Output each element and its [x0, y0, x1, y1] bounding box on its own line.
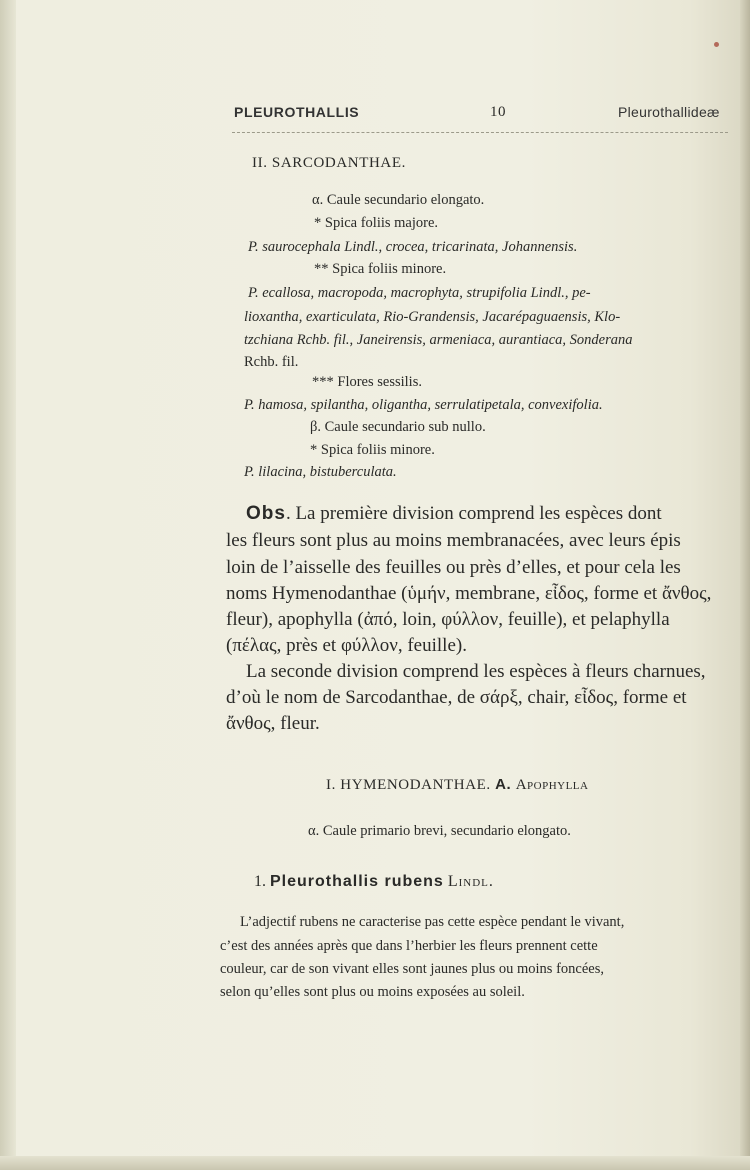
obs-line: noms Hymenodanthae (ὑμήν, membrane, εἶδος, forme et ἄνθος,	[226, 583, 712, 604]
species-author: Lindl.	[447, 873, 494, 890]
key-line: *** Flores sessilis.	[312, 374, 422, 390]
header-genus: PLEUROTHALLIS	[234, 104, 360, 120]
species-list-line: Rchb. fil.	[244, 354, 299, 370]
right-page-edge	[740, 0, 750, 1170]
species-list-line: tzchiana Rchb. fil., Janeirensis, armeniaca, aurantiaca, Sonderana	[244, 332, 633, 348]
description-line: c’est des années après que dans l’herbier les fleurs prennent cette	[220, 938, 598, 954]
section-i-name: I. HYMENODANTHAE.	[326, 777, 491, 793]
description-line: L’adjectif rubens ne caracterise pas cette espèce pendant le vivant,	[240, 914, 625, 930]
key-line: α. Caule primario brevi, secundario elongato.	[308, 823, 571, 839]
bottom-page-edge	[0, 1156, 750, 1170]
section-i-letter: A.	[495, 776, 512, 793]
species-list-line: P. lilacina, bistuberculata.	[244, 464, 397, 480]
obs-line: ἄνθος, fleur.	[226, 713, 320, 734]
page-number: 10	[490, 104, 506, 120]
obs-label: Obs	[246, 503, 286, 524]
obs-line: (πέλας, près et φύλλον, feuille).	[226, 635, 467, 656]
obs-line: La seconde division comprend les espèces à fleurs charnues,	[246, 661, 706, 682]
key-line: α. Caule secundario elongato.	[312, 192, 485, 208]
header-tribe: Pleurothallideæ	[618, 104, 720, 120]
key-line: * Spica foliis minore.	[310, 442, 435, 458]
description-line: selon qu’elles sont plus ou moins exposées au soleil.	[220, 984, 525, 1000]
key-line: β. Caule secundario sub nullo.	[310, 419, 486, 435]
species-list-line: P. saurocephala Lindl., crocea, tricarinata, Johannensis.	[248, 239, 578, 255]
species-name: Pleurothallis rubens	[270, 873, 444, 890]
species-list-line: lioxantha, exarticulata, Rio-Grandensis, Jacarépaguaensis, Klo-	[244, 309, 621, 325]
obs-line: d’où le nom de Sarcodanthae, de σάρξ, chair, εἶδος, forme et	[226, 687, 687, 708]
description-line: couleur, car de son vivant elles sont jaunes plus ou moins foncées,	[220, 961, 604, 977]
key-line: ** Spica foliis minore.	[314, 261, 447, 277]
obs-line: loin de l’aisselle des feuilles ou près d’elles, et pour cela les	[226, 557, 681, 578]
species-number: 1.	[254, 873, 266, 890]
species-list-line: P. hamosa, spilantha, oligantha, serrulatipetala, convexifolia.	[244, 397, 603, 413]
species-list-line: P. ecallosa, macropoda, macrophyta, strupifolia Lindl., pe-	[248, 285, 591, 301]
species-heading	[254, 873, 494, 891]
obs-line	[246, 503, 662, 525]
left-gutter	[0, 0, 16, 1170]
obs-line: les fleurs sont plus au moins membranacées, avec leurs épis	[226, 530, 681, 551]
running-header	[234, 104, 734, 126]
ink-spot	[714, 42, 719, 47]
key-line: * Spica foliis majore.	[314, 215, 439, 231]
obs-line: fleur), apophylla (ἀπό, loin, φύλλον, feuille), et pelaphylla	[226, 609, 670, 630]
section-i-title	[326, 776, 588, 794]
obs-text: . La première division comprend les espèces dont	[285, 503, 662, 524]
section-ii-title: II. SARCODANTHAE.	[252, 155, 406, 171]
section-i-subname: Apophylla	[515, 777, 589, 793]
header-rule	[232, 132, 728, 133]
